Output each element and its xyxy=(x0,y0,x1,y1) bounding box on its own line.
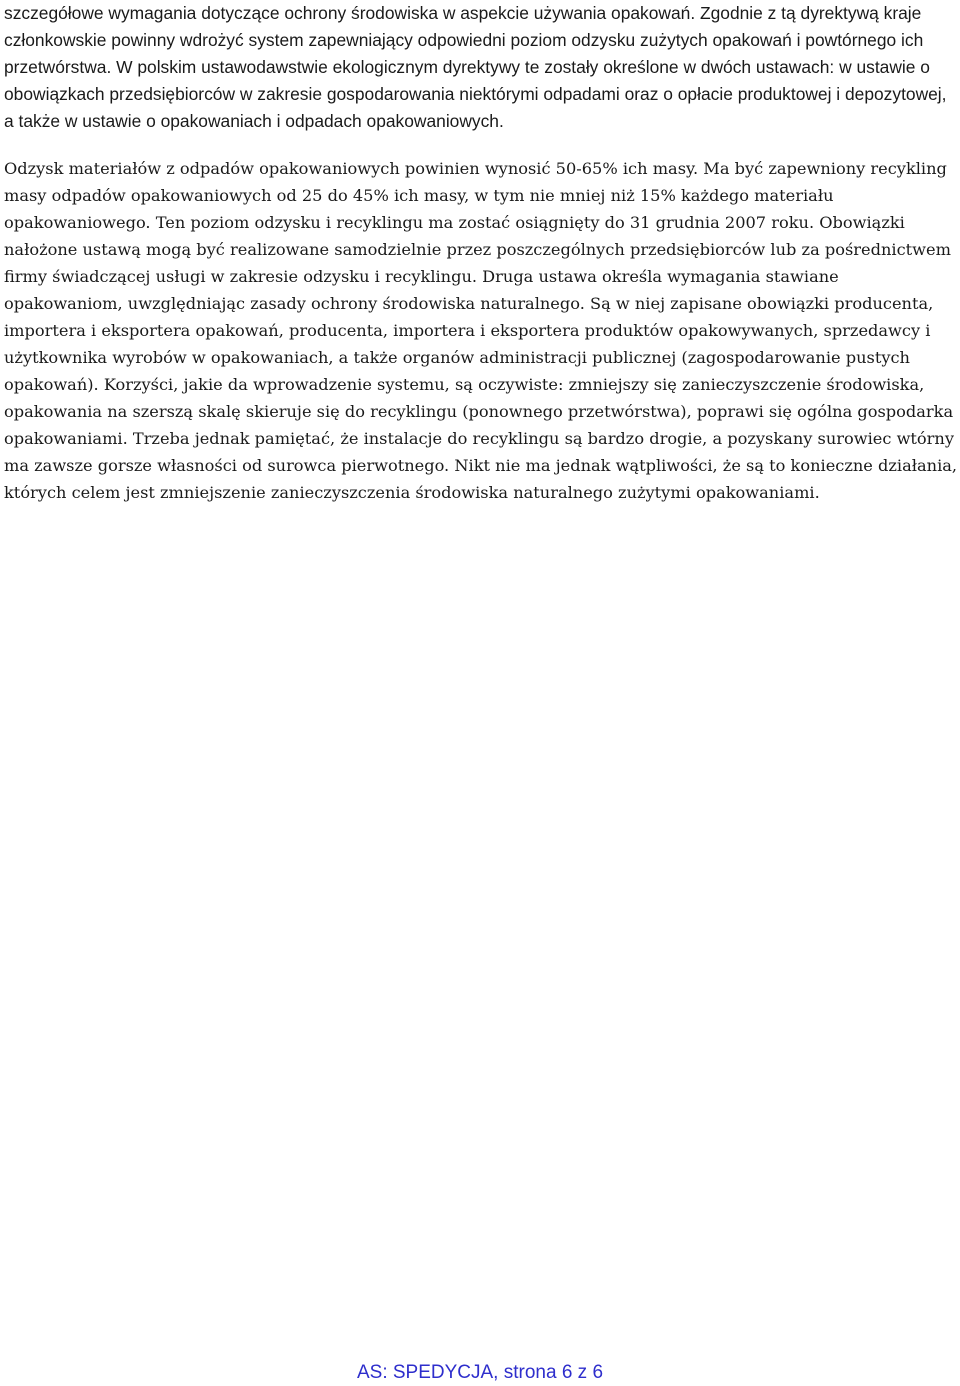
body-paragraph-1: szczegółowe wymagania dotyczące ochrony środowiska w aspekcie używania opakowań. Zgodnie z tą dyrektywą kraje członkowskie powinny wdrożyć system zapewniający odpowiedni poziom odzysku zużytych opakowań i powtórnego ich przetwórstwa. W polskim ustawodawstwie ekologicznym dyrektywy te zostały określone w dwóch ustawach: w ustawie o obowiązkach przedsiębiorców w zakresie gospodarowania niektórymi odpadami oraz o opłacie produktowej i depozytowej, a także w ustawie o opakowaniach i odpadach opakowaniowych. xyxy=(4,3,947,131)
page-footer: AS: SPEDYCJA, strona 6 z 6 xyxy=(356,1362,604,1383)
document-body xyxy=(4,0,958,506)
body-paragraph-2: Odzysk materiałów z odpadów opakowaniowych powinien wynosić 50-65% ich masy. Ma być zapewniony recykling masy odpadów opakowaniowych od 25 do 45% ich masy, w tym nie mniej niż 15% każdego materiału opakowaniowego. Ten poziom odzysku i recyklingu ma zostać osiągnięty do 31 grudnia 2007 roku. Obowiązki nałożone ustawą mogą być realizowane samodzielnie przez poszczególnych przedsiębiorców lub za pośrednictwem firmy świadczącej usługi w zakresie odzysku i recyklingu. Druga ustawa określa wymagania stawiane opakowaniom, uwzględniając zasady ochrony środowiska naturalnego. Są w niej zapisane obowiązki producenta, importera i eksportera opakowań, producenta, importera i eksportera produktów opakowywanych, sprzedawcy i użytkownika wyrobów w opakowaniach, a także organów administracji publicznej (zagospodarowanie pustych opakowań). Korzyści, jakie da wprowadzenie systemu, są oczywiste: zmniejszy się zanieczyszczenie środowiska, opakowania na szerszą skalę skieruje się do recyklingu (ponownego przetwórstwa), poprawi się ogólna gospodarka opakowaniami. Trzeba jednak pamiętać, że instalacje do recyklingu są bardzo drogie, a pozyskany surowiec wtórny ma zawsze gorsze własności od surowca pierwotnego. Nikt nie ma jednak wątpliwości, że są to konieczne działania, których celem jest zmniejszenie zanieczyszczenia środowiska naturalnego zużytymi opakowaniami. xyxy=(4,159,958,502)
